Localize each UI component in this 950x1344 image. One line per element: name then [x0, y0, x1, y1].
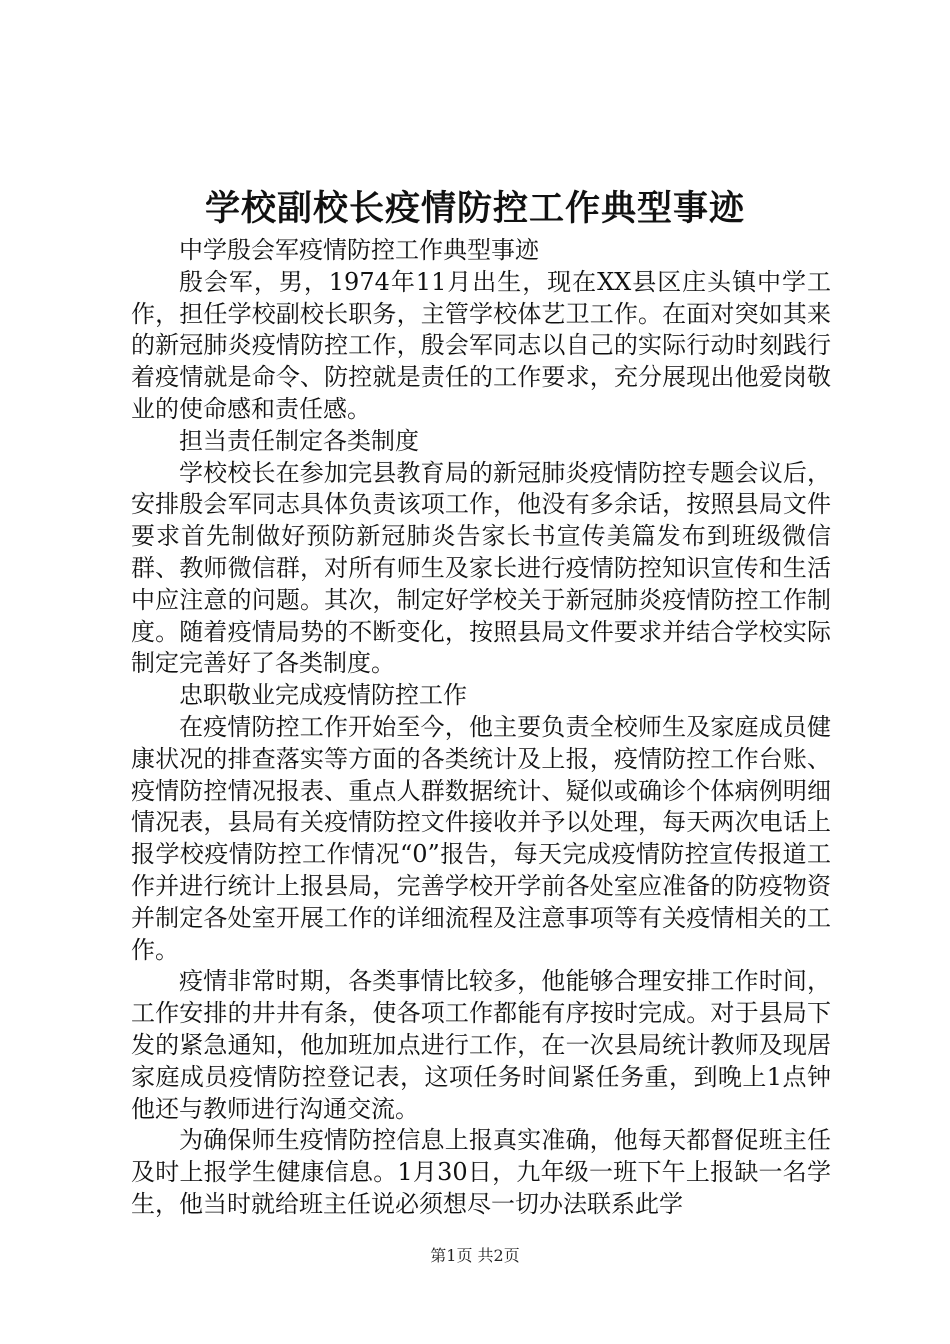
section-heading: 忠职敬业完成疫情防控工作	[179, 681, 467, 710]
page-footer: 第1页 共2页	[430, 1246, 520, 1265]
body-paragraph: 疫情非常时期，各类事情比较多，他能够合理安排工作时间，工作安排的井井有条，使各项工作都能有序按时完成。对于县局下发的紧急通知，他加班加点进行工作，在一次县局统计教师及现居家庭成员疫情防控登记表，这项任务时间紧任务重，到晚上1点钟他还与教师进行沟通交流。	[131, 967, 831, 1123]
body-paragraph: 殷会军，男，1974年11月出生，现在XX县区庄头镇中学工作，担任学校副校长职务，主管学校体艺卫工作。在面对突如其来的新冠肺炎疫情防控工作，殷会军同志以自己的实际行动时刻践行着疫情就是命令、防控就是责任的工作要求，充分展现出他爱岗敬业的使命感和责任感。	[131, 267, 831, 423]
body-paragraph: 学校校长在参加完县教育局的新冠肺炎疫情防控专题会议后，安排殷会军同志具体负责该项工作，他没有多余话，按照县局文件要求首先制做好预防新冠肺炎告家长书宣传美篇发布到班级微信群、教师微信群，对所有师生及家长进行疫情防控知识宣传和生活中应注意的问题。其次，制定好学校关于新冠肺炎疫情防控工作制度。随着疫情局势的不断变化，按照县局文件要求并结合学校实际制定完善好了各类制度。	[131, 458, 831, 678]
document-title: 学校副校长疫情防控工作典型事迹	[204, 188, 745, 229]
body-paragraph: 在疫情防控工作开始至今，他主要负责全校师生及家庭成员健康状况的排查落实等方面的各类统计及上报，疫情防控工作台账、疫情防控情况报表、重点人群数据统计、疑似或确诊个体病例明细情况表，县局有关疫情防控文件接收并予以处理，每天两次电话上报学校疫情防控工作情况“0”报告，每天完成疫情防控宣传报道工作并进行统计上报县局，完善学校开学前各处室应准备的防疫物资并制定各处室开展工作的详细流程及注意事项等有关疫情相关的工作。	[131, 712, 831, 964]
body-paragraph: 为确保师生疫情防控信息上报真实准确，他每天都督促班主任及时上报学生健康信息。1月30日，九年级一班下午上报缺一名学生，他当时就给班主任说必须想尽一切办法联系此学	[131, 1126, 831, 1218]
section-heading: 担当责任制定各类制度	[179, 426, 419, 455]
document-body	[131, 235, 831, 1221]
subtitle-paragraph: 中学殷会军疫情防控工作典型事迹	[179, 236, 539, 264]
